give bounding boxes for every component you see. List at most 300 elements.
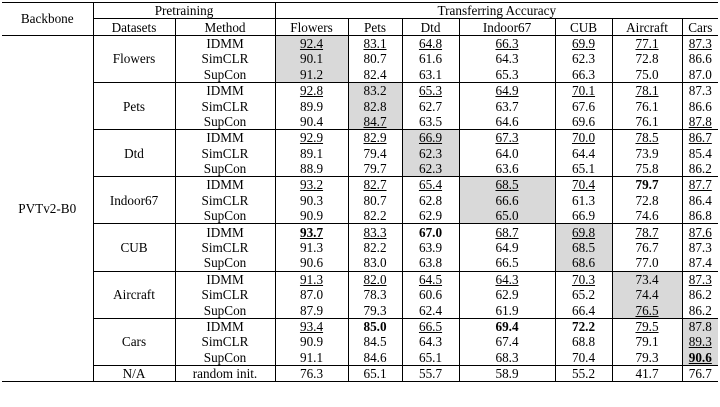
accuracy-cell bbox=[402, 350, 459, 366]
method-header: Method bbox=[175, 19, 275, 35]
baseline-method-cell: random init. bbox=[175, 365, 275, 381]
method-cell: SupCon bbox=[175, 255, 275, 271]
pretraining-header: Pretraining bbox=[93, 3, 275, 19]
accuracy-value: 66.3 bbox=[495, 35, 519, 51]
accuracy-value: 66.5 bbox=[418, 319, 443, 334]
accuracy-cell bbox=[348, 255, 402, 271]
accuracy-value: 79.5 bbox=[635, 319, 659, 334]
accuracy-cell bbox=[612, 208, 682, 224]
accuracy-cell bbox=[275, 350, 348, 366]
accuracy-value: 87.7 bbox=[688, 177, 712, 193]
accuracy-cell bbox=[612, 161, 682, 177]
accuracy-cell bbox=[402, 130, 459, 146]
accuracy-value: 87.3 bbox=[688, 240, 712, 256]
accuracy-value: 70.0 bbox=[571, 130, 596, 146]
accuracy-value: 78.1 bbox=[635, 83, 659, 99]
accuracy-value: 66.5 bbox=[495, 255, 519, 271]
accuracy-value: 90.6 bbox=[299, 255, 324, 271]
accuracy-value: 84.7 bbox=[363, 113, 387, 129]
method-cell: SupCon bbox=[175, 67, 275, 83]
accuracy-value: 86.6 bbox=[688, 98, 712, 114]
accuracy-cell bbox=[402, 302, 459, 318]
accuracy-value: 63.6 bbox=[495, 161, 519, 177]
method-cell: IDMM bbox=[175, 130, 275, 146]
table-row bbox=[2, 35, 718, 51]
accuracy-cell bbox=[555, 146, 612, 161]
accuracy-cell bbox=[348, 334, 402, 349]
table-row bbox=[2, 271, 718, 287]
accuracy-value: 60.6 bbox=[418, 287, 443, 303]
accuracy-value: 64.0 bbox=[495, 145, 519, 161]
accuracy-value: 64.4 bbox=[571, 145, 596, 161]
accuracy-cell bbox=[402, 334, 459, 349]
accuracy-value: 80.7 bbox=[363, 192, 387, 208]
accuracy-cell bbox=[402, 51, 459, 66]
accuracy-cell bbox=[682, 146, 718, 161]
accuracy-cell bbox=[682, 98, 718, 113]
accuracy-value: 74.6 bbox=[635, 208, 659, 224]
accuracy-cell bbox=[682, 350, 718, 366]
accuracy-value: 69.6 bbox=[571, 113, 596, 129]
accuracy-cell bbox=[555, 287, 612, 302]
accuracy-cell bbox=[402, 287, 459, 302]
accuracy-cell bbox=[612, 287, 682, 302]
accuracy-cell bbox=[555, 161, 612, 177]
accuracy-cell bbox=[459, 334, 555, 349]
accuracy-value: 90.9 bbox=[299, 334, 324, 350]
accuracy-value: 61.9 bbox=[495, 302, 519, 318]
accuracy-value: 93.2 bbox=[299, 177, 324, 193]
accuracy-cell bbox=[682, 51, 718, 66]
accuracy-cell bbox=[459, 350, 555, 366]
accuracy-value: 64.8 bbox=[418, 35, 443, 51]
accuracy-value: 86.2 bbox=[688, 302, 712, 318]
accuracy-cell bbox=[682, 224, 718, 240]
accuracy-value: 82.7 bbox=[363, 177, 387, 193]
accuracy-value: 90.3 bbox=[299, 192, 324, 208]
accuracy-value: 65.4 bbox=[418, 177, 443, 193]
accuracy-cell bbox=[459, 208, 555, 224]
accuracy-value: 63.7 bbox=[495, 98, 519, 114]
accuracy-cell bbox=[348, 82, 402, 98]
accuracy-value: 89.1 bbox=[299, 145, 324, 161]
baseline-value: 58.9 bbox=[459, 365, 555, 381]
accuracy-value: 64.6 bbox=[495, 113, 519, 129]
accuracy-cell bbox=[682, 193, 718, 208]
accuracy-cell bbox=[555, 208, 612, 224]
accuracy-value: 64.3 bbox=[418, 334, 443, 350]
accuracy-value: 90.1 bbox=[299, 51, 324, 67]
accuracy-cell bbox=[612, 82, 682, 98]
pretrain-dataset-cell: Cars bbox=[93, 318, 175, 365]
target-header-flowers: Flowers bbox=[275, 19, 348, 35]
accuracy-cell bbox=[348, 98, 402, 113]
accuracy-cell bbox=[459, 193, 555, 208]
accuracy-value: 86.7 bbox=[688, 130, 712, 146]
accuracy-cell bbox=[275, 334, 348, 349]
pretrain-dataset-cell: CUB bbox=[93, 224, 175, 271]
accuracy-cell bbox=[275, 161, 348, 177]
accuracy-cell bbox=[275, 67, 348, 83]
table-row bbox=[2, 318, 718, 334]
pretrain-dataset-cell: Pets bbox=[93, 82, 175, 129]
accuracy-value: 65.1 bbox=[571, 161, 596, 177]
accuracy-cell bbox=[555, 177, 612, 193]
accuracy-cell bbox=[348, 224, 402, 240]
target-header-cars: Cars bbox=[682, 19, 718, 35]
accuracy-value: 79.3 bbox=[363, 302, 387, 318]
accuracy-cell bbox=[459, 302, 555, 318]
accuracy-cell bbox=[459, 114, 555, 130]
accuracy-value: 62.3 bbox=[418, 161, 443, 177]
accuracy-value: 78.3 bbox=[363, 287, 387, 303]
accuracy-value: 92.9 bbox=[299, 130, 324, 146]
accuracy-value: 83.2 bbox=[363, 83, 387, 99]
accuracy-cell bbox=[402, 240, 459, 255]
pretrain-dataset-cell: Indoor67 bbox=[93, 177, 175, 224]
accuracy-value: 82.0 bbox=[363, 271, 387, 287]
target-header-aircraft: Aircraft bbox=[612, 19, 682, 35]
accuracy-value: 65.3 bbox=[418, 83, 443, 99]
target-header-pets: Pets bbox=[348, 19, 402, 35]
accuracy-value: 84.6 bbox=[363, 349, 387, 365]
accuracy-cell bbox=[275, 271, 348, 287]
accuracy-value: 70.1 bbox=[571, 83, 596, 99]
accuracy-value: 76.5 bbox=[635, 302, 659, 318]
pretrain-dataset-cell: Flowers bbox=[93, 35, 175, 82]
accuracy-value: 64.3 bbox=[495, 271, 519, 287]
table-row bbox=[2, 177, 718, 193]
accuracy-cell bbox=[402, 161, 459, 177]
accuracy-cell bbox=[402, 177, 459, 193]
accuracy-value: 93.4 bbox=[299, 319, 324, 334]
accuracy-cell bbox=[459, 67, 555, 83]
accuracy-cell bbox=[682, 130, 718, 146]
accuracy-cell bbox=[682, 240, 718, 255]
accuracy-value: 64.9 bbox=[495, 240, 519, 256]
accuracy-value: 66.3 bbox=[571, 66, 596, 82]
accuracy-value: 66.9 bbox=[418, 130, 443, 146]
method-cell: SupCon bbox=[175, 114, 275, 130]
accuracy-cell bbox=[555, 334, 612, 349]
accuracy-cell bbox=[555, 224, 612, 240]
method-cell: SimCLR bbox=[175, 287, 275, 302]
accuracy-value: 84.5 bbox=[363, 334, 387, 350]
accuracy-value: 62.3 bbox=[571, 51, 596, 67]
accuracy-value: 75.8 bbox=[635, 161, 659, 177]
accuracy-cell bbox=[555, 130, 612, 146]
accuracy-value: 82.4 bbox=[363, 66, 387, 82]
accuracy-cell bbox=[459, 130, 555, 146]
accuracy-value: 62.3 bbox=[418, 145, 443, 161]
accuracy-value: 64.3 bbox=[495, 51, 519, 67]
accuracy-cell bbox=[612, 193, 682, 208]
accuracy-value: 87.9 bbox=[299, 302, 324, 318]
accuracy-value: 69.9 bbox=[571, 35, 596, 51]
accuracy-value: 68.3 bbox=[495, 349, 519, 365]
accuracy-cell bbox=[555, 271, 612, 287]
accuracy-value: 87.3 bbox=[688, 271, 712, 287]
accuracy-cell bbox=[555, 318, 612, 334]
accuracy-cell bbox=[402, 98, 459, 113]
accuracy-value: 83.1 bbox=[363, 35, 387, 51]
accuracy-value: 68.6 bbox=[571, 255, 596, 271]
accuracy-cell bbox=[275, 98, 348, 113]
accuracy-cell bbox=[459, 287, 555, 302]
accuracy-value: 77.1 bbox=[635, 35, 659, 51]
accuracy-value: 76.1 bbox=[635, 98, 659, 114]
accuracy-value: 70.4 bbox=[571, 177, 596, 193]
accuracy-cell bbox=[348, 302, 402, 318]
accuracy-value: 79.7 bbox=[635, 177, 659, 193]
accuracy-value: 63.1 bbox=[418, 66, 443, 82]
accuracy-cell bbox=[459, 35, 555, 51]
accuracy-cell bbox=[348, 193, 402, 208]
accuracy-cell bbox=[348, 67, 402, 83]
accuracy-cell bbox=[612, 240, 682, 255]
accuracy-cell bbox=[459, 224, 555, 240]
accuracy-value: 70.3 bbox=[571, 271, 596, 287]
accuracy-value: 87.3 bbox=[688, 83, 712, 99]
accuracy-cell bbox=[682, 82, 718, 98]
accuracy-value: 66.6 bbox=[495, 192, 519, 208]
accuracy-cell bbox=[402, 114, 459, 130]
accuracy-value: 92.4 bbox=[299, 35, 324, 51]
accuracy-value: 72.8 bbox=[635, 192, 659, 208]
accuracy-value: 67.0 bbox=[418, 224, 443, 240]
accuracy-value: 62.4 bbox=[418, 302, 443, 318]
accuracy-cell bbox=[275, 287, 348, 302]
accuracy-cell bbox=[275, 318, 348, 334]
accuracy-cell bbox=[275, 35, 348, 51]
accuracy-cell bbox=[555, 302, 612, 318]
accuracy-cell bbox=[555, 67, 612, 83]
accuracy-cell bbox=[682, 161, 718, 177]
baseline-value: 65.1 bbox=[348, 365, 402, 381]
accuracy-value: 90.4 bbox=[299, 113, 324, 129]
accuracy-cell bbox=[402, 146, 459, 161]
accuracy-value: 91.2 bbox=[299, 66, 324, 82]
target-header-dtd: Dtd bbox=[402, 19, 459, 35]
accuracy-cell bbox=[402, 208, 459, 224]
accuracy-cell bbox=[459, 82, 555, 98]
accuracy-value: 90.6 bbox=[688, 349, 712, 365]
accuracy-value: 86.4 bbox=[688, 192, 712, 208]
accuracy-cell bbox=[348, 130, 402, 146]
accuracy-cell bbox=[612, 146, 682, 161]
accuracy-value: 74.4 bbox=[635, 287, 659, 303]
accuracy-cell bbox=[612, 255, 682, 271]
accuracy-cell bbox=[348, 240, 402, 255]
accuracy-value: 61.6 bbox=[418, 51, 443, 67]
accuracy-value: 72.2 bbox=[571, 319, 596, 334]
accuracy-cell bbox=[612, 271, 682, 287]
accuracy-value: 62.8 bbox=[418, 192, 443, 208]
accuracy-value: 91.3 bbox=[299, 240, 324, 256]
accuracy-value: 82.9 bbox=[363, 130, 387, 146]
accuracy-value: 87.6 bbox=[688, 224, 712, 240]
accuracy-value: 87.8 bbox=[688, 113, 712, 129]
accuracy-cell bbox=[612, 51, 682, 66]
accuracy-value: 65.1 bbox=[418, 349, 443, 365]
accuracy-value: 72.8 bbox=[635, 51, 659, 67]
baseline-value: 76.7 bbox=[682, 365, 718, 381]
accuracy-cell bbox=[348, 51, 402, 66]
accuracy-cell bbox=[682, 318, 718, 334]
accuracy-cell bbox=[402, 318, 459, 334]
method-cell: SimCLR bbox=[175, 51, 275, 66]
accuracy-value: 67.6 bbox=[571, 98, 596, 114]
accuracy-cell bbox=[682, 271, 718, 287]
accuracy-value: 89.3 bbox=[688, 334, 712, 350]
method-cell: IDMM bbox=[175, 35, 275, 51]
accuracy-cell bbox=[402, 193, 459, 208]
table-row bbox=[2, 82, 718, 98]
accuracy-cell bbox=[555, 193, 612, 208]
accuracy-value: 75.0 bbox=[635, 66, 659, 82]
accuracy-cell bbox=[682, 114, 718, 130]
accuracy-value: 83.3 bbox=[363, 224, 387, 240]
pretrain-dataset-cell: Aircraft bbox=[93, 271, 175, 318]
accuracy-value: 85.4 bbox=[688, 145, 712, 161]
baseline-value: 55.2 bbox=[555, 365, 612, 381]
accuracy-value: 65.3 bbox=[495, 66, 519, 82]
accuracy-cell bbox=[459, 98, 555, 113]
transfer-header: Transferring Accuracy bbox=[275, 3, 718, 19]
accuracy-value: 87.4 bbox=[688, 255, 712, 271]
accuracy-cell bbox=[275, 255, 348, 271]
accuracy-cell bbox=[612, 114, 682, 130]
accuracy-value: 82.2 bbox=[363, 240, 387, 256]
accuracy-cell bbox=[459, 177, 555, 193]
accuracy-cell bbox=[682, 67, 718, 83]
accuracy-cell bbox=[459, 51, 555, 66]
accuracy-cell bbox=[555, 51, 612, 66]
accuracy-value: 66.9 bbox=[571, 208, 596, 224]
accuracy-value: 82.2 bbox=[363, 208, 387, 224]
accuracy-cell bbox=[555, 35, 612, 51]
accuracy-cell bbox=[459, 271, 555, 287]
accuracy-value: 87.0 bbox=[688, 66, 712, 82]
accuracy-value: 63.9 bbox=[418, 240, 443, 256]
baseline-value: 41.7 bbox=[612, 365, 682, 381]
accuracy-value: 73.9 bbox=[635, 145, 659, 161]
accuracy-value: 67.4 bbox=[495, 334, 519, 350]
datasets-header: Datasets bbox=[93, 19, 175, 35]
accuracy-cell bbox=[555, 82, 612, 98]
accuracy-value: 62.7 bbox=[418, 98, 443, 114]
accuracy-value: 65.0 bbox=[495, 208, 519, 224]
accuracy-value: 70.4 bbox=[571, 349, 596, 365]
accuracy-cell bbox=[348, 287, 402, 302]
method-cell: SimCLR bbox=[175, 146, 275, 161]
accuracy-value: 87.8 bbox=[688, 319, 712, 334]
accuracy-cell bbox=[275, 302, 348, 318]
method-cell: SupCon bbox=[175, 350, 275, 366]
table-body bbox=[2, 35, 718, 382]
accuracy-cell bbox=[348, 161, 402, 177]
accuracy-value: 63.8 bbox=[418, 255, 443, 271]
accuracy-cell bbox=[682, 208, 718, 224]
accuracy-value: 79.3 bbox=[635, 349, 659, 365]
accuracy-value: 86.6 bbox=[688, 51, 712, 67]
accuracy-cell bbox=[275, 240, 348, 255]
accuracy-cell bbox=[682, 334, 718, 349]
accuracy-value: 78.7 bbox=[635, 224, 659, 240]
accuracy-cell bbox=[555, 98, 612, 113]
accuracy-value: 93.7 bbox=[299, 224, 324, 240]
accuracy-value: 90.9 bbox=[299, 208, 324, 224]
accuracy-cell bbox=[612, 67, 682, 83]
accuracy-cell bbox=[402, 271, 459, 287]
method-cell: IDMM bbox=[175, 271, 275, 287]
accuracy-cell bbox=[612, 130, 682, 146]
target-header-indoor67: Indoor67 bbox=[459, 19, 555, 35]
baseline-value: 76.3 bbox=[275, 365, 348, 381]
accuracy-value: 92.8 bbox=[299, 83, 324, 99]
method-cell: SimCLR bbox=[175, 334, 275, 349]
accuracy-cell bbox=[348, 177, 402, 193]
accuracy-value: 76.1 bbox=[635, 113, 659, 129]
accuracy-cell bbox=[682, 35, 718, 51]
accuracy-cell bbox=[459, 255, 555, 271]
accuracy-cell bbox=[612, 224, 682, 240]
accuracy-cell bbox=[682, 255, 718, 271]
accuracy-value: 91.1 bbox=[299, 349, 324, 365]
accuracy-value: 64.5 bbox=[418, 271, 443, 287]
accuracy-cell bbox=[612, 318, 682, 334]
accuracy-cell bbox=[402, 255, 459, 271]
accuracy-value: 61.3 bbox=[571, 192, 596, 208]
accuracy-cell bbox=[275, 224, 348, 240]
subheader-row bbox=[2, 19, 718, 35]
accuracy-cell bbox=[275, 146, 348, 161]
accuracy-cell bbox=[555, 350, 612, 366]
accuracy-value: 87.0 bbox=[299, 287, 324, 303]
method-cell: IDMM bbox=[175, 177, 275, 193]
pretrain-dataset-cell: Dtd bbox=[93, 130, 175, 177]
accuracy-value: 76.7 bbox=[635, 240, 659, 256]
accuracy-value: 65.2 bbox=[571, 287, 596, 303]
accuracy-value: 82.8 bbox=[363, 98, 387, 114]
accuracy-cell bbox=[402, 82, 459, 98]
accuracy-value: 69.8 bbox=[571, 224, 596, 240]
baseline-row bbox=[2, 365, 718, 381]
method-cell: SimCLR bbox=[175, 98, 275, 113]
accuracy-cell bbox=[459, 240, 555, 255]
table-row bbox=[2, 130, 718, 146]
accuracy-value: 77.0 bbox=[635, 255, 659, 271]
accuracy-value: 68.8 bbox=[571, 334, 596, 350]
accuracy-cell bbox=[348, 271, 402, 287]
accuracy-cell bbox=[459, 161, 555, 177]
accuracy-cell bbox=[275, 193, 348, 208]
accuracy-value: 88.9 bbox=[299, 161, 324, 177]
accuracy-value: 79.1 bbox=[635, 334, 659, 350]
accuracy-cell bbox=[612, 35, 682, 51]
accuracy-value: 79.4 bbox=[363, 145, 387, 161]
accuracy-cell bbox=[612, 302, 682, 318]
accuracy-cell bbox=[275, 130, 348, 146]
accuracy-cell bbox=[348, 146, 402, 161]
accuracy-cell bbox=[275, 51, 348, 66]
accuracy-cell bbox=[612, 350, 682, 366]
accuracy-cell bbox=[348, 318, 402, 334]
accuracy-value: 86.2 bbox=[688, 161, 712, 177]
accuracy-value: 68.5 bbox=[571, 240, 596, 256]
accuracy-cell bbox=[275, 208, 348, 224]
accuracy-cell bbox=[612, 98, 682, 113]
